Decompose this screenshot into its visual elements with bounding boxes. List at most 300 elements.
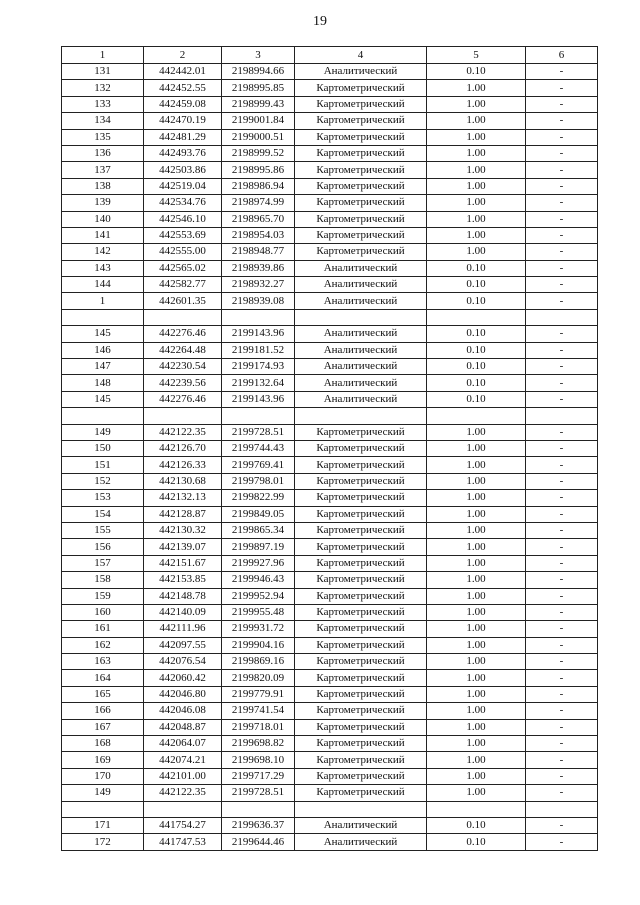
- table-cell: 145: [62, 391, 144, 407]
- table-cell: -: [526, 293, 598, 309]
- table-cell: Аналитический: [295, 342, 427, 358]
- table-cell: 442097.55: [144, 637, 222, 653]
- table-cell: Картометрический: [295, 129, 427, 145]
- empty-cell: [427, 408, 526, 424]
- table-cell: 0.10: [427, 64, 526, 80]
- table-cell: 133: [62, 96, 144, 112]
- table-cell: 1.00: [427, 457, 526, 473]
- table-cell: 2198939.08: [222, 293, 295, 309]
- table-cell: 1.00: [427, 703, 526, 719]
- table-cell: 0.10: [427, 277, 526, 293]
- empty-cell: [144, 309, 222, 325]
- table-row: [62, 293, 598, 309]
- table-row: [62, 834, 598, 850]
- table-cell: 169: [62, 752, 144, 768]
- table-row: [62, 375, 598, 391]
- table-cell: 1.00: [427, 244, 526, 260]
- empty-cell: [144, 801, 222, 817]
- table-cell: 1.00: [427, 719, 526, 735]
- table-cell: 168: [62, 736, 144, 752]
- table-cell: -: [526, 604, 598, 620]
- table-cell: -: [526, 359, 598, 375]
- table-row: [62, 129, 598, 145]
- empty-cell: [526, 408, 598, 424]
- table-cell: 442503.86: [144, 162, 222, 178]
- table-row: [62, 670, 598, 686]
- table-row: [62, 506, 598, 522]
- table-cell: 1.00: [427, 752, 526, 768]
- empty-cell: [427, 801, 526, 817]
- table-cell: 442111.96: [144, 621, 222, 637]
- table-cell: -: [526, 588, 598, 604]
- table-cell: 1.00: [427, 555, 526, 571]
- table-cell: -: [526, 64, 598, 80]
- table-cell: Картометрический: [295, 670, 427, 686]
- table-row: [62, 490, 598, 506]
- table-cell: 1.00: [427, 80, 526, 96]
- table-cell: -: [526, 490, 598, 506]
- table-cell: 2199718.01: [222, 719, 295, 735]
- table-cell: 442126.33: [144, 457, 222, 473]
- table-cell: 1.00: [427, 178, 526, 194]
- column-header: 4: [295, 47, 427, 64]
- column-header: 3: [222, 47, 295, 64]
- empty-cell: [295, 801, 427, 817]
- table-cell: Картометрический: [295, 178, 427, 194]
- table-cell: 155: [62, 522, 144, 538]
- table-cell: 152: [62, 473, 144, 489]
- table-cell: Аналитический: [295, 277, 427, 293]
- table-cell: Картометрический: [295, 719, 427, 735]
- table-cell: 137: [62, 162, 144, 178]
- table-cell: 2199779.91: [222, 686, 295, 702]
- table-cell: 1.00: [427, 604, 526, 620]
- table-cell: 2199931.72: [222, 621, 295, 637]
- table-row: [62, 752, 598, 768]
- column-header: 1: [62, 47, 144, 64]
- table-cell: Картометрический: [295, 621, 427, 637]
- table-cell: Картометрический: [295, 490, 427, 506]
- table-row: [62, 457, 598, 473]
- table-cell: 1.00: [427, 654, 526, 670]
- empty-cell: [526, 801, 598, 817]
- table-row: [62, 572, 598, 588]
- table-cell: -: [526, 342, 598, 358]
- table-cell: 1.00: [427, 572, 526, 588]
- table-row: [62, 162, 598, 178]
- table-cell: 162: [62, 637, 144, 653]
- table-cell: -: [526, 768, 598, 784]
- table-row: [62, 227, 598, 243]
- empty-cell: [295, 309, 427, 325]
- table-cell: Картометрический: [295, 424, 427, 440]
- table-cell: 442276.46: [144, 326, 222, 342]
- table-row: [62, 637, 598, 653]
- table-cell: Картометрический: [295, 736, 427, 752]
- table-cell: 2199001.84: [222, 113, 295, 129]
- table-cell: 1.00: [427, 621, 526, 637]
- table-row: [62, 359, 598, 375]
- table-cell: Картометрический: [295, 686, 427, 702]
- table-cell: 2199869.16: [222, 654, 295, 670]
- table-cell: 143: [62, 260, 144, 276]
- table-cell: 2198932.27: [222, 277, 295, 293]
- table-row: [62, 195, 598, 211]
- table-cell: 1.00: [427, 440, 526, 456]
- table-cell: 134: [62, 113, 144, 129]
- table-cell: -: [526, 670, 598, 686]
- table-cell: 1.00: [427, 785, 526, 801]
- empty-cell: [62, 309, 144, 325]
- table-row: [62, 113, 598, 129]
- table-cell: 442264.48: [144, 342, 222, 358]
- table-cell: 442122.35: [144, 424, 222, 440]
- table-cell: Картометрический: [295, 539, 427, 555]
- table-cell: Картометрический: [295, 113, 427, 129]
- table-row: [62, 260, 598, 276]
- table-cell: 2199744.43: [222, 440, 295, 456]
- table-cell: 442074.21: [144, 752, 222, 768]
- table-cell: 138: [62, 178, 144, 194]
- table-row: [62, 555, 598, 571]
- table-cell: -: [526, 113, 598, 129]
- table-cell: 2199143.96: [222, 391, 295, 407]
- table-cell: -: [526, 654, 598, 670]
- table-cell: 156: [62, 539, 144, 555]
- table-cell: Аналитический: [295, 359, 427, 375]
- table-cell: 1.00: [427, 637, 526, 653]
- table-cell: 442555.00: [144, 244, 222, 260]
- table-cell: 442239.56: [144, 375, 222, 391]
- table-cell: 2199698.10: [222, 752, 295, 768]
- coordinates-table: [61, 46, 598, 851]
- table-row: [62, 785, 598, 801]
- table-cell: 2199636.37: [222, 817, 295, 833]
- table-row: [62, 621, 598, 637]
- table-cell: 161: [62, 621, 144, 637]
- table-cell: -: [526, 736, 598, 752]
- table-cell: 2199000.51: [222, 129, 295, 145]
- table-cell: Аналитический: [295, 64, 427, 80]
- table-cell: -: [526, 162, 598, 178]
- table-cell: 2198999.52: [222, 145, 295, 161]
- table-cell: 144: [62, 277, 144, 293]
- table-cell: 0.10: [427, 342, 526, 358]
- table-cell: -: [526, 703, 598, 719]
- table-cell: -: [526, 277, 598, 293]
- table-cell: 0.10: [427, 260, 526, 276]
- table-cell: 442459.08: [144, 96, 222, 112]
- table-cell: 442230.54: [144, 359, 222, 375]
- table-cell: 442046.08: [144, 703, 222, 719]
- table-cell: 1.00: [427, 129, 526, 145]
- table-cell: Аналитический: [295, 391, 427, 407]
- table-cell: -: [526, 145, 598, 161]
- table-cell: 2199143.96: [222, 326, 295, 342]
- table-row: [62, 654, 598, 670]
- table-cell: -: [526, 817, 598, 833]
- table-cell: -: [526, 834, 598, 850]
- table-cell: 2199955.48: [222, 604, 295, 620]
- column-header: 5: [427, 47, 526, 64]
- table-cell: 167: [62, 719, 144, 735]
- table-cell: 164: [62, 670, 144, 686]
- table-cell: 2199897.19: [222, 539, 295, 555]
- table-cell: 145: [62, 326, 144, 342]
- table-cell: 442126.70: [144, 440, 222, 456]
- table-cell: 1: [62, 293, 144, 309]
- table-cell: 1.00: [427, 506, 526, 522]
- table-cell: 2199728.51: [222, 785, 295, 801]
- table-cell: 141: [62, 227, 144, 243]
- table-row: [62, 588, 598, 604]
- table-row: [62, 211, 598, 227]
- table-row: [62, 145, 598, 161]
- column-header: 2: [144, 47, 222, 64]
- table-cell: Картометрический: [295, 80, 427, 96]
- table-cell: -: [526, 506, 598, 522]
- table-cell: -: [526, 211, 598, 227]
- table-cell: -: [526, 244, 598, 260]
- table-cell: 2199741.54: [222, 703, 295, 719]
- table-cell: 1.00: [427, 195, 526, 211]
- table-cell: 442060.42: [144, 670, 222, 686]
- table-cell: -: [526, 195, 598, 211]
- table-row: [62, 736, 598, 752]
- table-cell: 171: [62, 817, 144, 833]
- table-cell: 2199849.05: [222, 506, 295, 522]
- table-cell: 2199904.16: [222, 637, 295, 653]
- table-cell: 442101.00: [144, 768, 222, 784]
- table-cell: 1.00: [427, 227, 526, 243]
- table-cell: Аналитический: [295, 817, 427, 833]
- table-cell: Картометрический: [295, 654, 427, 670]
- table-cell: 1.00: [427, 539, 526, 555]
- table-row: [62, 522, 598, 538]
- table-cell: 139: [62, 195, 144, 211]
- table-cell: 153: [62, 490, 144, 506]
- table-cell: 158: [62, 572, 144, 588]
- table-cell: -: [526, 539, 598, 555]
- table-row: [62, 703, 598, 719]
- table-cell: 1.00: [427, 211, 526, 227]
- table-cell: 442442.01: [144, 64, 222, 80]
- table-cell: -: [526, 621, 598, 637]
- table-cell: 442601.35: [144, 293, 222, 309]
- table-row: [62, 817, 598, 833]
- empty-cell: [222, 309, 295, 325]
- table-cell: 2198995.85: [222, 80, 295, 96]
- table-cell: 1.00: [427, 670, 526, 686]
- table-cell: 2199174.93: [222, 359, 295, 375]
- table-cell: 442130.32: [144, 522, 222, 538]
- table-cell: 442046.80: [144, 686, 222, 702]
- table-cell: 442582.77: [144, 277, 222, 293]
- table-cell: Картометрический: [295, 637, 427, 653]
- table-cell: 442151.67: [144, 555, 222, 571]
- table-cell: 148: [62, 375, 144, 391]
- table-cell: Аналитический: [295, 834, 427, 850]
- table-cell: 1.00: [427, 768, 526, 784]
- table-cell: 1.00: [427, 522, 526, 538]
- table-cell: 0.10: [427, 375, 526, 391]
- table-cell: -: [526, 752, 598, 768]
- table-cell: 442470.19: [144, 113, 222, 129]
- table-cell: 442534.76: [144, 195, 222, 211]
- table-cell: 442452.55: [144, 80, 222, 96]
- table-cell: 0.10: [427, 817, 526, 833]
- table-cell: 140: [62, 211, 144, 227]
- table-cell: 2199927.96: [222, 555, 295, 571]
- table-cell: Картометрический: [295, 572, 427, 588]
- table-cell: Картометрический: [295, 162, 427, 178]
- table-cell: -: [526, 686, 598, 702]
- table-cell: 1.00: [427, 490, 526, 506]
- table-cell: Картометрический: [295, 244, 427, 260]
- table-row: [62, 686, 598, 702]
- empty-cell: [295, 408, 427, 424]
- table-cell: -: [526, 440, 598, 456]
- table-cell: 2198965.70: [222, 211, 295, 227]
- table-cell: -: [526, 522, 598, 538]
- table-cell: 166: [62, 703, 144, 719]
- table-cell: 0.10: [427, 293, 526, 309]
- table-cell: 442493.76: [144, 145, 222, 161]
- table-cell: 441754.27: [144, 817, 222, 833]
- table-cell: Картометрический: [295, 227, 427, 243]
- table-cell: -: [526, 719, 598, 735]
- table-cell: 170: [62, 768, 144, 784]
- table-cell: 151: [62, 457, 144, 473]
- table-cell: 160: [62, 604, 144, 620]
- empty-cell: [144, 408, 222, 424]
- table-cell: Картометрический: [295, 703, 427, 719]
- table-row: [62, 473, 598, 489]
- table-cell: 442128.87: [144, 506, 222, 522]
- table-cell: 2199644.46: [222, 834, 295, 850]
- table-cell: -: [526, 129, 598, 145]
- table-row: [62, 80, 598, 96]
- table-cell: 136: [62, 145, 144, 161]
- table-cell: 163: [62, 654, 144, 670]
- table-row: [62, 768, 598, 784]
- table-cell: 441747.53: [144, 834, 222, 850]
- table-cell: 147: [62, 359, 144, 375]
- table-row: [62, 539, 598, 555]
- table-cell: 2198954.03: [222, 227, 295, 243]
- table-cell: 2198939.86: [222, 260, 295, 276]
- table-cell: Картометрический: [295, 752, 427, 768]
- table-cell: 135: [62, 129, 144, 145]
- table-cell: Картометрический: [295, 211, 427, 227]
- table-cell: 157: [62, 555, 144, 571]
- table-cell: -: [526, 785, 598, 801]
- table-cell: 1.00: [427, 736, 526, 752]
- table-cell: 146: [62, 342, 144, 358]
- empty-cell: [62, 408, 144, 424]
- table-cell: 131: [62, 64, 144, 80]
- table-cell: 2199822.99: [222, 490, 295, 506]
- table-cell: 2198995.86: [222, 162, 295, 178]
- table-cell: -: [526, 637, 598, 653]
- table-cell: 442064.07: [144, 736, 222, 752]
- table-cell: 2199698.82: [222, 736, 295, 752]
- table-cell: -: [526, 375, 598, 391]
- table-row: [62, 719, 598, 735]
- table-cell: 442130.68: [144, 473, 222, 489]
- table-cell: -: [526, 326, 598, 342]
- table-cell: 154: [62, 506, 144, 522]
- table-row: [62, 326, 598, 342]
- table-cell: Картометрический: [295, 588, 427, 604]
- separator-row: [62, 408, 598, 424]
- table-cell: Картометрический: [295, 96, 427, 112]
- table-cell: -: [526, 473, 598, 489]
- table-cell: Аналитический: [295, 260, 427, 276]
- table-header-row: [62, 47, 598, 64]
- table-cell: 2199946.43: [222, 572, 295, 588]
- column-header: 6: [526, 47, 598, 64]
- table-row: [62, 64, 598, 80]
- table-cell: 149: [62, 424, 144, 440]
- table-cell: 442048.87: [144, 719, 222, 735]
- table-cell: 2199132.64: [222, 375, 295, 391]
- empty-cell: [222, 408, 295, 424]
- table-cell: 2199798.01: [222, 473, 295, 489]
- table-row: [62, 424, 598, 440]
- table-cell: 1.00: [427, 96, 526, 112]
- table-row: [62, 277, 598, 293]
- empty-cell: [526, 309, 598, 325]
- table-cell: 442565.02: [144, 260, 222, 276]
- table-row: [62, 440, 598, 456]
- table-cell: 442076.54: [144, 654, 222, 670]
- table-cell: Аналитический: [295, 375, 427, 391]
- page-number: 19: [313, 14, 327, 29]
- table-cell: -: [526, 555, 598, 571]
- table-row: [62, 342, 598, 358]
- table-cell: Картометрический: [295, 555, 427, 571]
- table-cell: 442519.04: [144, 178, 222, 194]
- table-cell: -: [526, 424, 598, 440]
- table-body: [62, 64, 598, 851]
- table-cell: 442139.07: [144, 539, 222, 555]
- table-row: [62, 96, 598, 112]
- table-cell: 0.10: [427, 391, 526, 407]
- separator-row: [62, 309, 598, 325]
- table-cell: 1.00: [427, 113, 526, 129]
- empty-cell: [62, 801, 144, 817]
- table-cell: 2199820.09: [222, 670, 295, 686]
- table-cell: Аналитический: [295, 293, 427, 309]
- table-row: [62, 604, 598, 620]
- table-cell: 1.00: [427, 588, 526, 604]
- table-cell: -: [526, 391, 598, 407]
- table-cell: 2198994.66: [222, 64, 295, 80]
- table-cell: -: [526, 260, 598, 276]
- table-cell: 442132.13: [144, 490, 222, 506]
- table-cell: 442148.78: [144, 588, 222, 604]
- table-cell: 172: [62, 834, 144, 850]
- table-cell: Картометрический: [295, 768, 427, 784]
- table-cell: 1.00: [427, 686, 526, 702]
- table-cell: 142: [62, 244, 144, 260]
- table-cell: 442140.09: [144, 604, 222, 620]
- table-cell: 2198974.99: [222, 195, 295, 211]
- table-cell: 1.00: [427, 145, 526, 161]
- table-cell: Картометрический: [295, 195, 427, 211]
- table-cell: -: [526, 572, 598, 588]
